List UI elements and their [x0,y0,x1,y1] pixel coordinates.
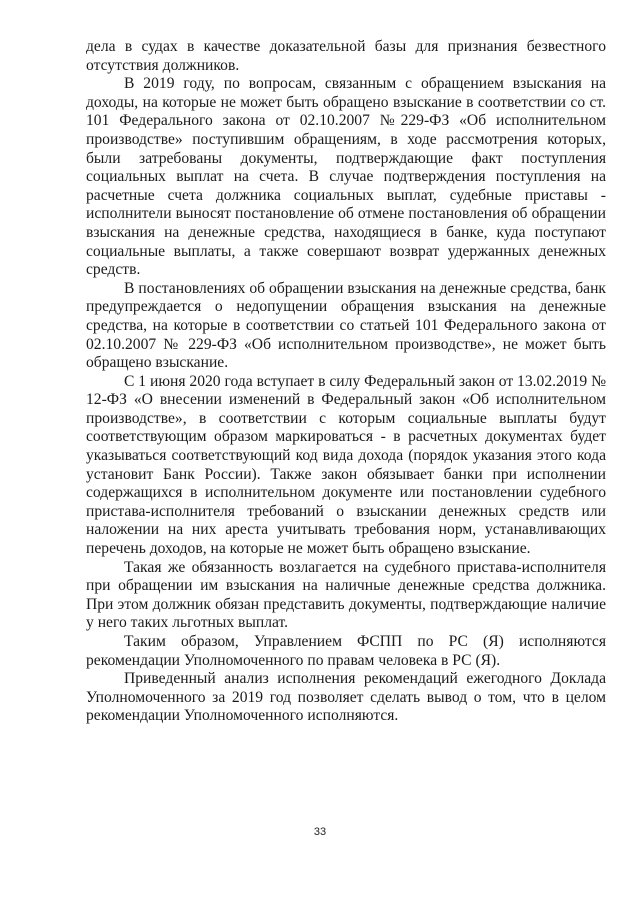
paragraph-bank-warning: В постановлениях об обращении взыскания на денежные средства, банк предупреждается о недопущении обращения взыскания на денежные средства, на которые в соответствии со статьей 101 Федерального закона от 02.10.2007 № 229-ФЗ «Об исполнительном производстве», не может быть обращено взыскание. [86,279,606,372]
page-number: 33 [313,826,327,838]
paragraph-new-law-2020: С 1 июня 2020 года вступает в силу Федеральный закон от 13.02.2019 № 12-ФЗ «О внесении изменений в Федеральный закон «Об исполнительном производстве», в соответствии с которым социальные выплаты будут соответствующим образом маркироваться - в расчетных документах будет указываться соответствующий код вида дохода (порядок указания этого кода установит Банк России). Также закон обязывает банки при исполнении содержащихся в исполнительном документе или постановлении судебного пристава-исполнителя требований о взыскании денежных средств или наложении на них ареста учитывать требования норм, устанавливающих перечень доходов, на которые не может быть обращено взыскание. [86,372,606,558]
paragraph-final-conclusion: Приведенный анализ исполнения рекомендаций ежегодного Доклада Уполномоченного за 2019 год позволяет сделать вывод о том, что в целом рекомендации Уполномоченного исполняются. [86,670,606,725]
paragraph-continuation: дела в судах в качестве доказательной базы для признания безвестного отсутствия должников. [86,38,606,74]
paragraph-2019-appeals: В 2019 году, по вопросам, связанным с обращением взыскания на доходы, на которые не может быть обращено взыскание в соответствии со ст. 101 Федерального закона от 02.10.2007 №229-ФЗ «Об исполнительном производстве» поступившим обращениям, в ходе рассмотрения которых, были затребованы документы, подтверждающие факт поступления социальных выплат на счета. В случае подтверждения поступления на расчетные счета должника социальных выплат, судебные приставы - исполнители выносят постановление об отмене постановления об обращении взыскания на денежные средства, находящиеся в банке, куда поступают социальные выплаты, а также совершают возврат удержанных денежных средств. [86,75,606,279]
body-text [86,38,606,726]
paragraph-conclusion-fssp: Таким образом, Управлением ФСПП по РС (Я) исполняются рекомендации Уполномоченного по правам человека в РС (Я). [86,633,606,669]
paragraph-bailiff-duty: Такая же обязанность возлагается на судебного пристава-исполнителя при обращении им взыскания на наличные денежные средства должника. При этом должник обязан представить документы, подтверждающие наличие у него таких льготных выплат. [86,558,606,632]
